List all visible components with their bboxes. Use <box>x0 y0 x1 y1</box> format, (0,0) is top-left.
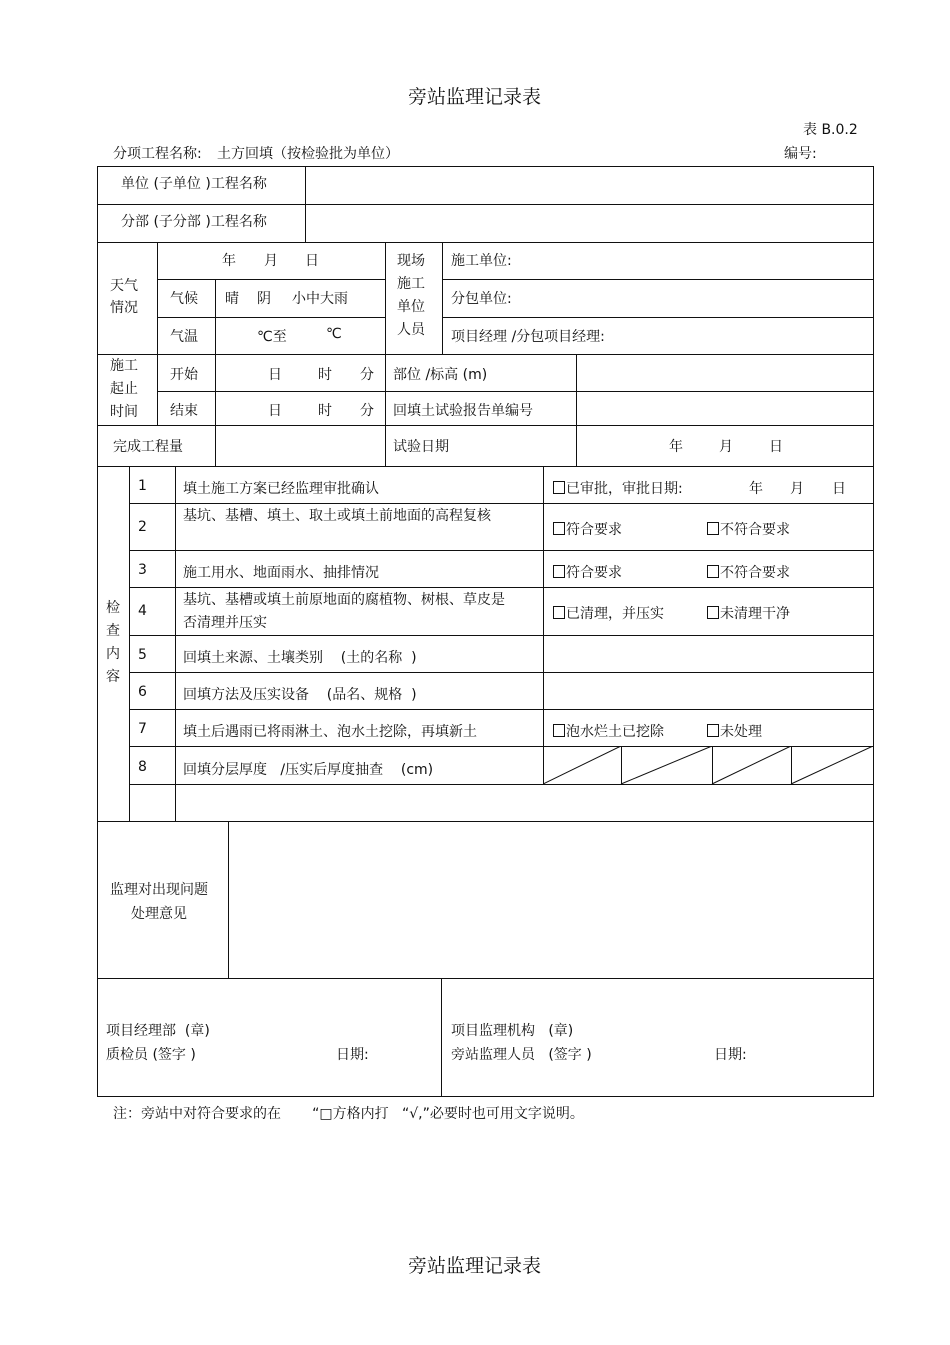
unhandled-checkbox[interactable] <box>707 721 762 741</box>
checkbox-icon <box>707 522 719 535</box>
item-no: 2 <box>138 519 147 535</box>
climate-label: 气候 <box>170 291 198 307</box>
left-sign-date: 日期: <box>336 1047 369 1063</box>
subitem-value: 土方回填（按检验批为单位） <box>217 146 399 162</box>
item-text: 基坑、基槽、填土、取土或填土前地面的高程复核 <box>183 508 491 524</box>
checkbox-icon <box>553 522 565 535</box>
position-elevation-label: 部位 /标高 (m) <box>393 367 488 383</box>
approval-month: 月 <box>790 481 804 497</box>
option-label: 不符合要求 <box>720 565 790 581</box>
item-no: 1 <box>138 478 147 494</box>
item-text: 基坑、基槽或填土前原地面的腐植物、树根、草皮是否清理并压实 <box>183 592 505 631</box>
option-label: 泡水烂土已挖除 <box>566 724 664 740</box>
item-text: 回填土来源、土壤类别 (土的名称 ) <box>183 650 417 666</box>
opinion-label: 监理对出现问题处理意见 <box>110 882 208 922</box>
right-sign-line2: 旁站监理人员 (签字 ) <box>451 1047 592 1063</box>
subcontract-unit-label: 分包单位: <box>451 291 512 307</box>
footnote: 注：旁站中对符合要求的在 “□方格内打 “√,”必要时也可用文字说明。 <box>113 1106 584 1122</box>
climate-option-rain[interactable]: 小中大雨 <box>292 291 348 307</box>
serial-label: 编号: <box>784 146 817 162</box>
item-text: 回填分层厚度 /压实后厚度抽查 (cm) <box>183 762 434 778</box>
backfill-report-label: 回填土试验报告单编号 <box>393 403 533 419</box>
checkbox-icon <box>707 724 719 737</box>
start-hour: 时 <box>318 367 332 383</box>
item-no: 3 <box>138 562 147 578</box>
division-project-label: 分部 (子分部 )工程名称 <box>121 214 267 230</box>
inspection-label: 检查内容 <box>106 600 120 685</box>
not-cleared-checkbox[interactable] <box>707 603 790 623</box>
climate-option-cloudy[interactable]: 阴 <box>257 291 271 307</box>
right-sign-date: 日期: <box>714 1047 747 1063</box>
item-text: 回填方法及压实设备 (品名、规格 ) <box>183 687 417 703</box>
item-no: 8 <box>138 759 147 775</box>
temperature-from: ℃至 <box>257 329 287 345</box>
temperature-to: ℃ <box>326 326 342 342</box>
table-code: 表 B.0.2 <box>803 122 858 138</box>
date-day: 日 <box>305 253 319 269</box>
start-label: 开始 <box>170 367 198 383</box>
conform-checkbox[interactable] <box>553 562 622 582</box>
date-year: 年 <box>222 253 236 269</box>
option-label: 不符合要求 <box>720 522 790 538</box>
completed-quantity-label: 完成工程量 <box>113 439 183 455</box>
option-label: 符合要求 <box>566 522 622 538</box>
test-date-year: 年 <box>669 439 683 455</box>
weather-label: 天气情况 <box>110 278 138 316</box>
site-personnel-label: 现场施工单位人员 <box>397 253 425 338</box>
left-sign-line2: 质检员 (签字 ) <box>106 1047 196 1063</box>
option-label: 未处理 <box>720 724 762 740</box>
checkbox-icon <box>707 606 719 619</box>
item-no: 6 <box>138 684 147 700</box>
left-sign-line1: 项目经理部 (章) <box>106 1023 210 1039</box>
end-day: 日 <box>268 403 282 419</box>
checkbox-icon <box>553 481 565 494</box>
approved-checkbox[interactable] <box>553 478 683 498</box>
subitem-label: 分项工程名称: <box>113 146 202 162</box>
item-text: 施工用水、地面雨水、抽排情况 <box>183 565 379 581</box>
start-minute: 分 <box>360 367 374 383</box>
end-hour: 时 <box>318 403 332 419</box>
diagonal-hatch <box>543 746 874 785</box>
item-no: 5 <box>138 647 147 663</box>
date-month: 月 <box>264 253 278 269</box>
cleared-checkbox[interactable] <box>553 603 664 623</box>
start-day: 日 <box>268 367 282 383</box>
temperature-label: 气温 <box>170 329 198 345</box>
conform-checkbox[interactable] <box>553 519 622 539</box>
construction-unit-label: 施工单位: <box>451 253 512 269</box>
test-date-day: 日 <box>769 439 783 455</box>
nonconform-checkbox[interactable] <box>707 519 790 539</box>
approval-year: 年 <box>749 481 763 497</box>
item-text: 填土后遇雨已将雨淋土、泡水土挖除，再填新土 <box>183 724 477 740</box>
excavated-checkbox[interactable] <box>553 721 664 741</box>
unit-project-label: 单位 (子单位 )工程名称 <box>121 176 267 192</box>
item-no: 4 <box>138 603 147 619</box>
end-label: 结束 <box>170 403 198 419</box>
option-label: 已清理，并压实 <box>566 606 664 622</box>
checkbox-icon <box>553 606 565 619</box>
page-title: 旁站监理记录表 <box>408 86 542 108</box>
nonconform-checkbox[interactable] <box>707 562 790 582</box>
item-no: 7 <box>138 721 147 737</box>
approval-day: 日 <box>832 481 846 497</box>
test-date-label: 试验日期 <box>393 439 449 455</box>
project-manager-label: 项目经理 /分包项目经理: <box>451 329 605 345</box>
test-date-month: 月 <box>719 439 733 455</box>
checkbox-icon <box>707 565 719 578</box>
checkbox-icon <box>553 565 565 578</box>
checkbox-icon <box>553 724 565 737</box>
option-label: 符合要求 <box>566 565 622 581</box>
option-label: 已审批，审批日期: <box>566 481 683 497</box>
option-label: 未清理干净 <box>720 606 790 622</box>
construction-time-label: 施工起止时间 <box>110 358 138 420</box>
right-sign-line1: 项目监理机构 (章) <box>451 1023 574 1039</box>
item-text: 填土施工方案已经监理审批确认 <box>183 481 379 497</box>
climate-option-sunny[interactable]: 晴 <box>225 291 239 307</box>
footer-title: 旁站监理记录表 <box>408 1255 542 1277</box>
end-minute: 分 <box>360 403 374 419</box>
